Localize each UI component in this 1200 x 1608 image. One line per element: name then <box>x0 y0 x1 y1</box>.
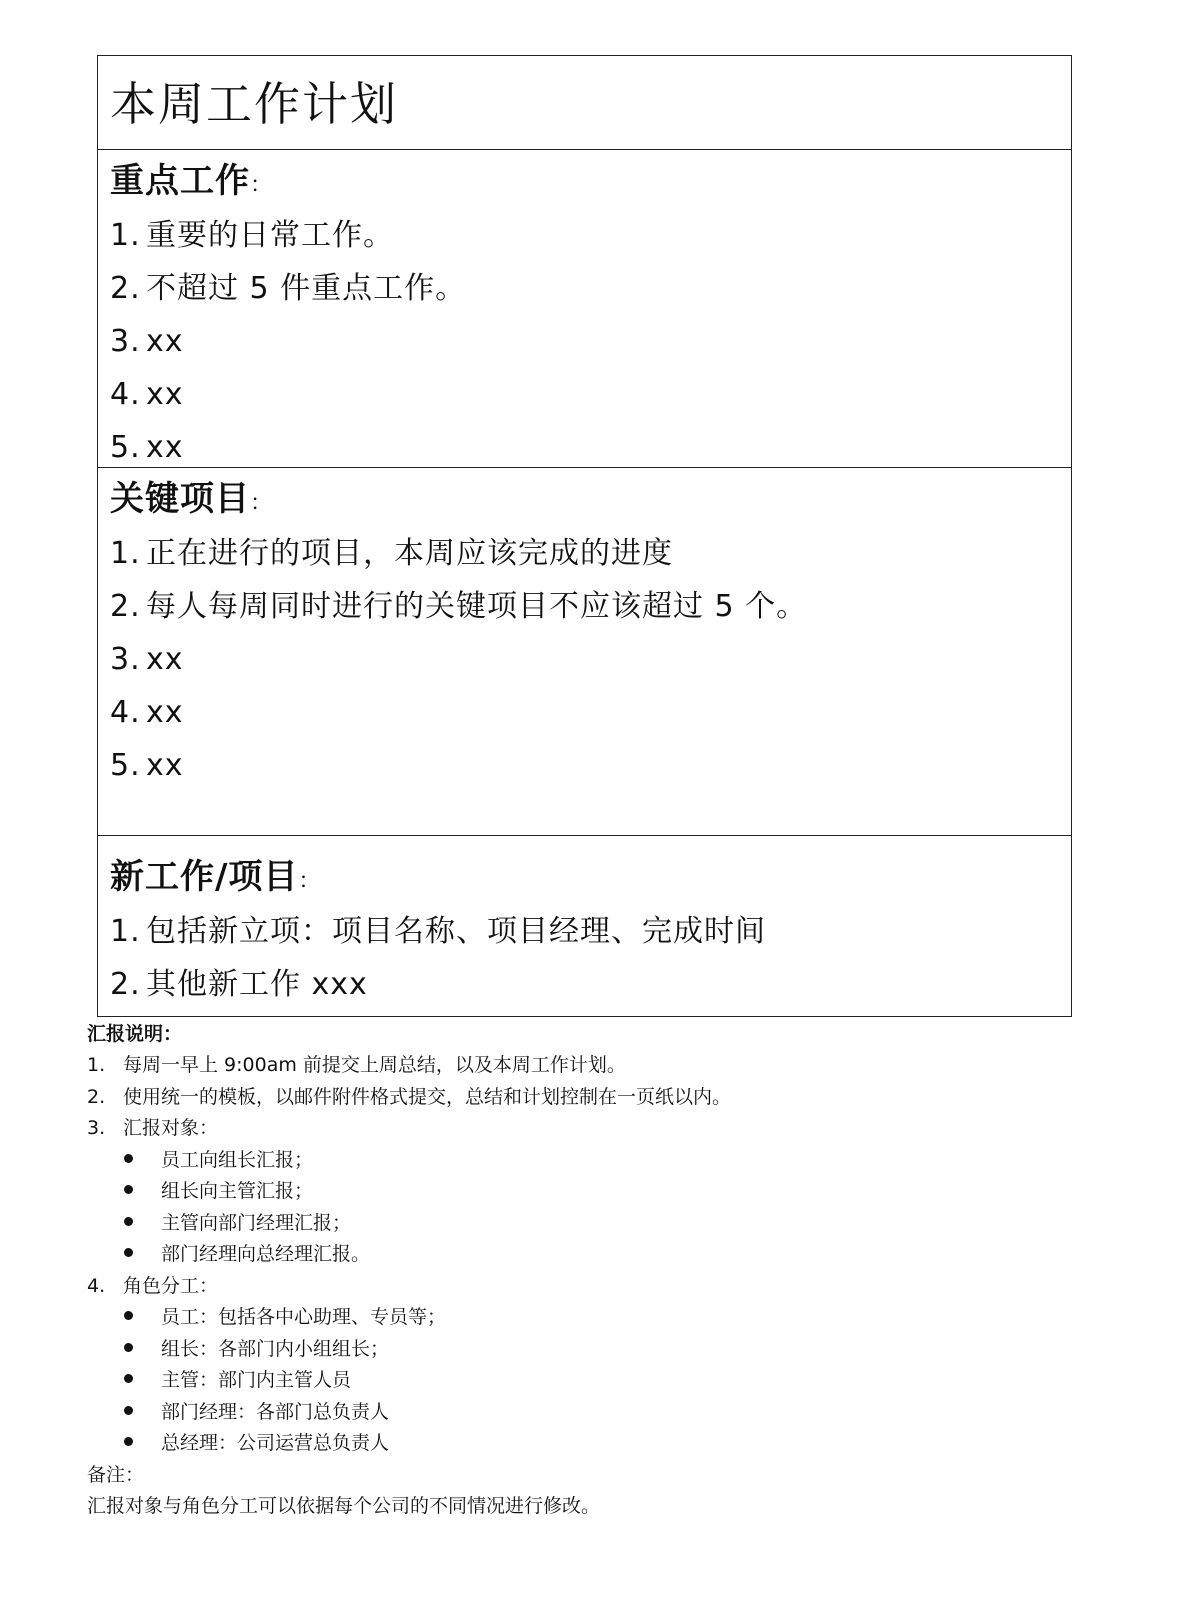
sub-item-text: 组长：各部门内小组组长； <box>161 1337 390 1360</box>
list-item <box>110 368 1071 421</box>
sub-item-text: 部门经理：各部门总负责人 <box>161 1400 390 1423</box>
list-item <box>124 1302 1087 1334</box>
note-item <box>87 1082 1087 1114</box>
note-number: 1. <box>87 1054 106 1076</box>
new-work-heading-text: 新工作/项目 <box>110 857 299 897</box>
list-item <box>110 686 1071 739</box>
item-number: 5. <box>110 748 141 783</box>
sub-item-text: 主管：部门内主管人员 <box>161 1369 352 1391</box>
bullet-icon <box>124 1311 133 1320</box>
list-item <box>110 527 1071 580</box>
item-number: 4. <box>110 695 141 730</box>
list-item <box>110 580 1071 633</box>
note-text: 使用统一的模板，以邮件附件格式提交，总结和计划控制在一页纸以内。 <box>123 1085 732 1108</box>
item-number: 1. <box>110 914 141 949</box>
item-text: 每人每周同时进行的关键项目不应该超过 5 个。 <box>146 589 808 624</box>
focus-work-list <box>110 209 1071 474</box>
key-projects-heading <box>110 468 1071 527</box>
note-item <box>87 1113 1087 1145</box>
list-item <box>110 209 1071 262</box>
item-text: xx <box>146 695 184 730</box>
sub-item-text: 部门经理向总经理汇报。 <box>161 1243 371 1265</box>
list-item <box>110 421 1071 474</box>
item-text: 不超过 5 件重点工作。 <box>146 271 467 306</box>
remark-text: 汇报对象与角色分工可以依据每个公司的不同情况进行修改。 <box>87 1495 601 1517</box>
new-work-list <box>110 905 1071 1011</box>
list-item <box>124 1334 1087 1366</box>
list-item <box>110 262 1071 315</box>
notes-heading: 汇报说明： <box>87 1023 183 1045</box>
item-text: xx <box>146 642 184 677</box>
list-item <box>110 905 1071 958</box>
bullet-icon <box>124 1343 133 1352</box>
note-text: 角色分工： <box>123 1274 219 1297</box>
heading-colon: ： <box>250 491 274 516</box>
report-notes <box>87 1018 1087 1523</box>
report-target-list <box>87 1145 1087 1271</box>
item-text: xx <box>146 430 184 465</box>
list-item <box>124 1208 1087 1240</box>
focus-work-section <box>98 150 1071 468</box>
sub-item-text: 总经理：公司运营总负责人 <box>161 1432 390 1454</box>
list-item <box>110 739 1071 792</box>
item-number: 1. <box>110 536 141 571</box>
bullet-icon <box>124 1374 133 1383</box>
item-number: 4. <box>110 377 141 412</box>
note-number: 4. <box>87 1274 106 1297</box>
heading-colon: ： <box>250 173 274 198</box>
note-number: 2. <box>87 1085 106 1108</box>
title-row <box>98 56 1071 150</box>
item-text: xx <box>146 324 184 359</box>
note-text: 每周一早上 9:00am 前提交上周总结，以及本周工作计划。 <box>123 1054 626 1076</box>
item-number: 2. <box>110 967 141 1002</box>
sub-item-text: 组长向主管汇报； <box>161 1180 314 1202</box>
note-item <box>87 1050 1087 1082</box>
item-number: 2. <box>110 271 141 306</box>
list-item <box>124 1428 1087 1460</box>
item-number: 3. <box>110 324 141 359</box>
focus-work-heading <box>110 150 1071 209</box>
bullet-icon <box>124 1248 133 1257</box>
bullet-icon <box>124 1185 133 1194</box>
new-work-section <box>98 836 1071 1016</box>
item-number: 3. <box>110 642 141 677</box>
list-item <box>124 1239 1087 1271</box>
bullet-icon <box>124 1437 133 1446</box>
item-text: 正在进行的项目，本周应该完成的进度 <box>146 536 673 571</box>
note-text: 汇报对象： <box>123 1117 219 1139</box>
list-item <box>110 315 1071 368</box>
bullet-icon <box>124 1406 133 1415</box>
item-text: xx <box>146 377 184 412</box>
item-number: 5. <box>110 430 141 465</box>
role-division-list <box>87 1302 1087 1460</box>
remark-label: 备注： <box>87 1463 145 1486</box>
note-number: 3. <box>87 1117 106 1139</box>
item-text: 其他新工作 xxx <box>146 967 368 1002</box>
weekly-plan-table <box>97 55 1072 1017</box>
list-item <box>124 1176 1087 1208</box>
list-item <box>124 1397 1087 1429</box>
item-number: 2. <box>110 589 141 624</box>
item-text: xx <box>146 748 184 783</box>
item-text: 包括新立项：项目名称、项目经理、完成时间 <box>146 914 766 949</box>
bullet-icon <box>124 1217 133 1226</box>
note-item <box>87 1271 1087 1303</box>
focus-work-heading-text: 重点工作 <box>110 161 250 201</box>
key-projects-section <box>98 468 1071 836</box>
list-item <box>124 1365 1087 1397</box>
sub-item-text: 员工向组长汇报； <box>161 1148 314 1171</box>
item-text: 重要的日常工作。 <box>146 218 394 253</box>
list-item <box>110 633 1071 686</box>
bullet-icon <box>124 1154 133 1163</box>
key-projects-list <box>110 527 1071 792</box>
key-projects-heading-text: 关键项目 <box>110 479 250 519</box>
list-item <box>110 958 1071 1011</box>
sub-item-text: 主管向部门经理汇报； <box>161 1211 352 1234</box>
page-title: 本周工作计划 <box>110 77 398 131</box>
new-work-heading <box>110 836 1071 905</box>
item-number: 1. <box>110 218 141 253</box>
list-item <box>124 1145 1087 1177</box>
sub-item-text: 员工：包括各中心助理、专员等； <box>161 1306 447 1328</box>
heading-colon: ： <box>298 869 322 894</box>
